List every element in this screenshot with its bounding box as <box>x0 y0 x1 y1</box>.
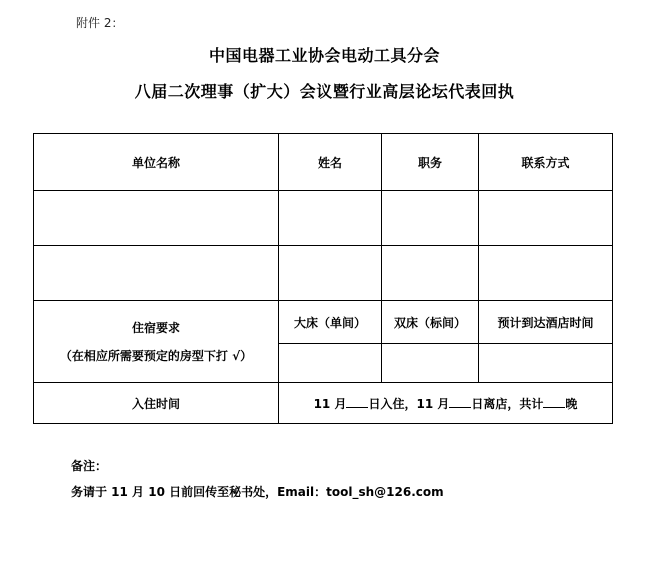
lodging-label-title: 住宿要求 <box>131 320 180 335</box>
column-header-position: 职务 <box>382 134 479 191</box>
cell-position-input[interactable] <box>382 191 479 246</box>
notes-text: 务请于 11 月 10 日前回传至秘书处，Email：tool_sh@126.com <box>71 485 444 499</box>
page-title: 中国电器工业协会电动工具分会 <box>208 46 440 65</box>
checkout-month-text: 11 月 <box>416 396 450 411</box>
page-subtitle: 八届二次理事（扩大）会议暨行业高层论坛代表回执 <box>134 82 515 101</box>
attachment-label: 附件 2： <box>76 16 124 30</box>
option-twin-bed: 双床（标间） <box>382 301 479 344</box>
checkin-text: 日入住， <box>368 396 417 411</box>
cell-unit-name-input[interactable] <box>34 191 279 246</box>
cell-contact-input[interactable] <box>479 246 613 301</box>
header-row <box>34 134 613 191</box>
checkout-day-blank[interactable] <box>449 395 471 408</box>
column-header-name: 姓名 <box>279 134 382 191</box>
cell-unit-name-input[interactable] <box>34 246 279 301</box>
arrival-time-input[interactable] <box>479 344 613 383</box>
column-header-contact: 联系方式 <box>479 134 613 191</box>
option-king-bed: 大床（单间） <box>279 301 382 344</box>
checkin-month-text: 11 月 <box>313 396 347 411</box>
lodging-label-hint: （在相应所需要预定的房型下打 √） <box>59 348 253 363</box>
checkin-details <box>279 383 613 424</box>
king-bed-check-cell[interactable] <box>279 344 382 383</box>
table-row <box>34 246 613 301</box>
nights-text: 晚 <box>565 396 578 411</box>
checkin-day-blank[interactable] <box>346 395 368 408</box>
column-header-unit-name: 单位名称 <box>34 134 279 191</box>
lodging-options-row <box>34 301 613 344</box>
checkout-text: 日离店，共计 <box>471 396 544 411</box>
cell-contact-input[interactable] <box>479 191 613 246</box>
option-arrival-time: 预计到达酒店时间 <box>479 301 613 344</box>
registration-form-table <box>33 133 613 424</box>
cell-name-input[interactable] <box>279 246 382 301</box>
cell-position-input[interactable] <box>382 246 479 301</box>
table-row <box>34 191 613 246</box>
checkin-row <box>34 383 613 424</box>
lodging-requirement-label <box>34 301 279 383</box>
notes-label: 备注： <box>71 459 108 473</box>
twin-bed-check-cell[interactable] <box>382 344 479 383</box>
checkin-time-label: 入住时间 <box>34 383 279 424</box>
cell-name-input[interactable] <box>279 191 382 246</box>
nights-blank[interactable] <box>543 395 565 408</box>
